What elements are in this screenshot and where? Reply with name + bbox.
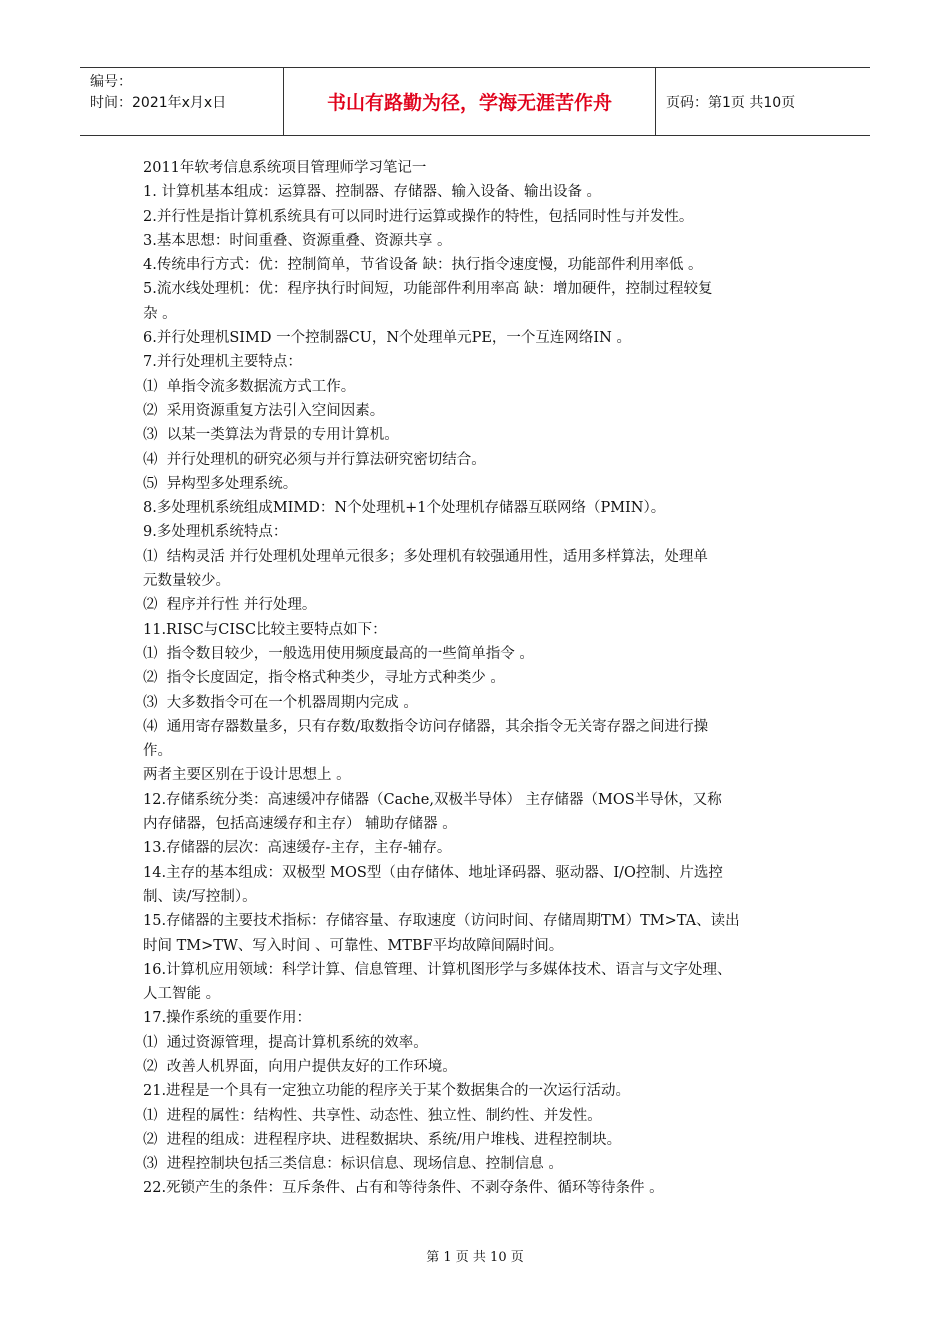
doc-line: ⑵ 指令长度固定，指令格式种类少，寻址方式种类少 。 xyxy=(143,670,505,687)
doc-line: ⑵ 采用资源重复方法引入空间因素。 xyxy=(143,402,385,419)
doc-line: 11.RISC与CISC比较主要特点如下： xyxy=(143,621,387,638)
doc-line: 8.多处理机系统组成MIMD：N个处理机+1个处理机存储器互联网络（PMIN）。 xyxy=(143,500,666,517)
doc-line: ⑴ 结构灵活 并行处理机处理单元很多；多处理机有较强通用性，适用多样算法，处理单 xyxy=(143,548,708,565)
doc-line: 时间 TM>TW、写入时间 、可靠性、MTBF平均故障间隔时间。 xyxy=(143,937,564,954)
doc-line: 元数量较少。 xyxy=(143,573,230,590)
doc-line: ⑴ 指令数目较少，一般选用使用频度最高的一些简单指令 。 xyxy=(143,645,534,662)
doc-line: ⑶ 进程控制块包括三类信息：标识信息、现场信息、控制信息 。 xyxy=(143,1156,563,1173)
doc-line: ⑵ 程序并行性 并行处理。 xyxy=(143,597,317,614)
doc-line: 5.流水线处理机：优：程序执行时间短，功能部件利用率高 缺：增加硬件，控制过程较复 xyxy=(143,281,713,298)
doc-line: 1. 计算机基本组成：运算器、控制器、存储器、输入设备、输出设备 。 xyxy=(143,184,602,201)
doc-line: ⑵ 进程的组成：进程程序块、进程数据块、系统/用户堆栈、进程控制块。 xyxy=(143,1131,622,1148)
doc-line: 12.存储系统分类：高速缓冲存储器（Cache,双极半导体） 主存储器（MOS半导休，又称 xyxy=(143,791,722,808)
doc-line: 9.多处理机系统特点： xyxy=(143,524,288,541)
doc-line: 13.存储器的层次：高速缓存-主存，主存-辅存。 xyxy=(143,840,452,857)
doc-line: 21.进程是一个具有一定独立功能的程序关于某个数据集合的一次运行活动。 xyxy=(143,1083,631,1100)
doc-line: 3.基本思想：时间重叠、资源重叠、资源共享 。 xyxy=(143,232,452,249)
doc-line: 6.并行处理机SIMD 一个控制器CU，N个处理单元PE，一个互连网络IN 。 xyxy=(143,330,631,347)
doc-line: 杂 。 xyxy=(143,305,177,322)
doc-line: ⑸ 异构型多处理系统。 xyxy=(143,475,298,492)
doc-line: 人工智能 。 xyxy=(143,986,221,1003)
doc-title: 2011年软考信息系统项目管理师学习笔记一 xyxy=(143,160,427,176)
doc-line: ⑴ 单指令流多数据流方式工作。 xyxy=(143,378,356,395)
header-page-info: 页码：第1页 共10页 xyxy=(666,94,796,111)
document-body xyxy=(143,156,811,1201)
doc-line: ⑵ 改善人机界面，向用户提供友好的工作环境。 xyxy=(143,1058,457,1075)
doc-line: ⑶ 以某一类算法为背景的专用计算机。 xyxy=(143,427,399,444)
doc-line: 17.操作系统的重要作用： xyxy=(143,1010,312,1027)
doc-line: ⑷ 通用寄存器数量多，只有存数/取数指令访问存储器，其余指令无关寄存器之间进行操 xyxy=(143,718,709,735)
doc-line: 制、读/写控制）。 xyxy=(143,888,257,905)
doc-line: 作。 xyxy=(143,743,172,760)
doc-line: 7.并行处理机主要特点： xyxy=(143,354,302,371)
doc-line: 内存储器，包括高速缓存和主存） 辅助存储器 。 xyxy=(143,816,457,833)
doc-line: 15.存储器的主要技术指标：存储容量、存取速度（访问时间、存储周期TM）TM>TA、读出 xyxy=(143,913,740,930)
header-motto: 书山有路勤为径，学海无涯苦作舟 xyxy=(283,68,656,135)
doc-line: ⑴ 通过资源管理，提高计算机系统的效率。 xyxy=(143,1034,428,1051)
doc-line: ⑷ 并行处理机的研究必须与并行算法研究密切结合。 xyxy=(143,451,486,468)
time-label: 时间：2021年x月x日 xyxy=(90,95,227,111)
doc-line: 两者主要区别在于设计思想上 。 xyxy=(143,767,351,784)
doc-line: ⑶ 大多数指令可在一个机器周期内完成 。 xyxy=(143,694,418,711)
page-footer: 第 1 页 共 10 页 xyxy=(426,1250,524,1265)
doc-line: 22.死锁产生的条件：互斥条件、占有和等待条件、不剥夺条件、循环等待条件 。 xyxy=(143,1180,664,1197)
number-label: 编号： xyxy=(90,74,132,90)
doc-line: ⑴ 进程的属性：结构性、共享性、动态性、独立性、制约性、并发性。 xyxy=(143,1107,602,1124)
header-meta xyxy=(80,68,283,135)
doc-line: 2.并行性是指计算机系统具有可以同时进行运算或操作的特性，包括同时性与并发性。 xyxy=(143,208,694,225)
doc-line: 16.计算机应用领域：科学计算、信息管理、计算机图形学与多媒体技术、语言与文字处理、 xyxy=(143,961,732,978)
header-table xyxy=(80,67,870,136)
doc-line: 14.主存的基本组成：双极型 MOS型（由存储体、地址译码器、驱动器、I/O控制、片选控 xyxy=(143,864,723,881)
doc-line: 4.传统串行方式：优：控制简单，节省设备 缺：执行指令速度慢，功能部件利用率低 。 xyxy=(143,257,703,274)
